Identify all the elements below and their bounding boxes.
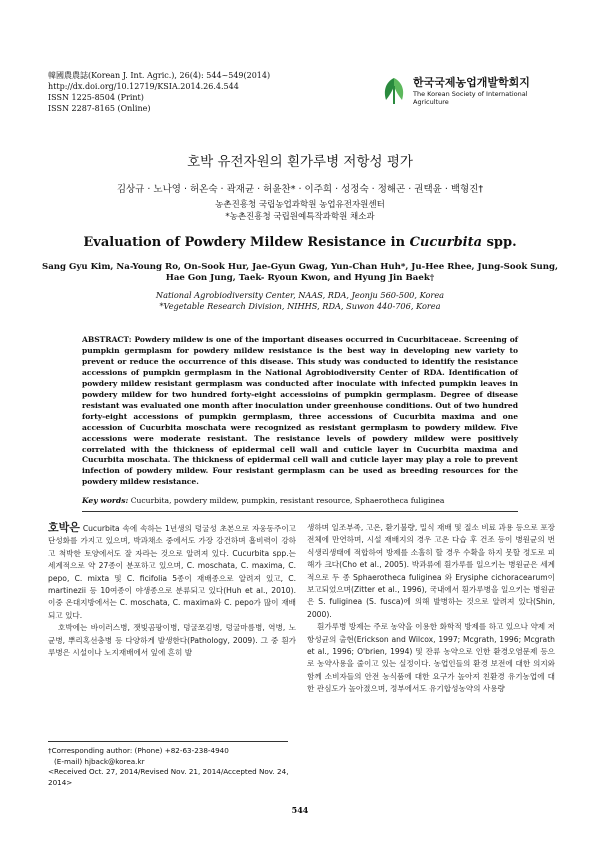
issn-online: ISSN 2287-8165 (Online): [48, 104, 151, 113]
english-authors-line2: Hae Gon Jung, Taek- Ryoun Kwon, and Hyung Jin Baek†: [165, 273, 435, 283]
society-logo-icon: [380, 76, 408, 106]
received-dates: <Received Oct. 27, 2014/Revised Nov. 21, 2014/Accepted Nov. 24, 2014>: [48, 767, 289, 787]
society-name-english-line2: Agriculture: [413, 98, 449, 106]
english-title-prefix: Evaluation of Powdery Mildew Resistance in: [83, 235, 410, 250]
issn-print: ISSN 1225-8504 (Print): [48, 93, 144, 102]
body-right-paragraph-2: 흰가루병 방제는 주로 농약을 이용한 화학적 방제를 하고 있으나 약제 저항성균의 출현(Erickson and Wilcox, 1997; Mcgrath, 1996; Mcgrath et al., 1996; O'brien, 1994) 및 잔류 농약으로 인한 환경오염문제 등으로 농약사용을 줄이고 있는 실정이다. 농업인들의 환경 보전에 대한 의지와 함께 소비자들의 안전 농식품에 대한 요구가 높아져 친환경 유기농업에 대한 관심도가 높아졌으며, 정부에서도 유기합성농약의 사용량: [307, 622, 555, 694]
korean-title: 호박 유전자원의 흰가루병 저항성 평가: [187, 154, 413, 170]
corresponding-author: †Corresponding author: (Phone) +82-63-238-4940: [48, 746, 229, 755]
abstract-label: ABSTRACT:: [82, 335, 132, 344]
english-affiliations: [0, 290, 600, 312]
korean-affiliation-1: 농촌진흥청 국립농업과학원 농업유전자원센터: [215, 200, 385, 210]
footnote-divider: [48, 741, 288, 742]
english-title-suffix: spp.: [482, 235, 517, 250]
keywords: [82, 496, 518, 506]
body-left-paragraph-2: 호박에는 바이러스병, 잿빛곰팡이병, 덩굴쪼김병, 덩굴마름병, 역병, 노균병, 뿌리혹선충병 등 다양하게 발생한다(Pathology, 2009). 그 중 흰가루병은 시설이나 노지재배에서 잎에 흔히 발: [48, 623, 296, 658]
english-title-genus: Cucurbita: [409, 235, 483, 250]
society-name-english-line1: The Korean Society of International: [413, 90, 528, 98]
journal-citation: 韓國農農誌(Korean J. Int. Agric.), 26(4): 544~549(2014): [48, 71, 271, 80]
abstract-divider: [82, 511, 518, 512]
abstract: [82, 335, 518, 488]
english-authors-line1: Sang Gyu Kim, Na-Young Ro, On-Sook Hur, Jae-Gyun Gwag, Yun-Chan Huh*, Ju-Hee Rhee, Jung-Sook Sung,: [41, 262, 559, 272]
korean-affiliations: [0, 199, 600, 223]
body-right-paragraph-1: 생하며 일조부족, 고온, 환기불량, 밀식 재배 및 질소 비료 과용 등으로 포장 전체에 만연하며, 시설 재배지의 경우 고온 다습 후 건조 등이 병원균의 번식생리생태에 적합하여 방제를 소홀히 할 경우 수확을 하지 못할 정도로 피해가 크다(Cho et al., 2005). 박과류에 흰가루를 일으키는 병원균은 세계적으로 두 종 Sphaerotheca fuliginea 와 Erysiphe cichoracearum이 보고되었으며(Zitter et al., 1996), 국내에서 흰가루병을 일으키는 병원균은 S. fuliginea (S. fusca)에 의해 발병하는 것으로 알려져 있다(Shin, 2000).: [307, 523, 555, 619]
english-affiliation-2: *Vegetable Research Division, NIHHS, RDA, Suwon 440-706, Korea: [159, 301, 441, 311]
body-lead-word: 호박은: [48, 521, 80, 534]
english-affiliation-1: National Agrobiodiversity Center, NAAS, RDA, Jeonju 560-500, Korea: [155, 290, 445, 300]
english-authors: [40, 262, 560, 284]
abstract-text: Powdery mildew is one of the important diseases occurred in Cucurbitaceae. Screening of pumpkin germplasm for powdery mildew resistance is the best way in developing new variety to prevent or reduce the occurrence of this disease. This study was conducted to identify the resistance accessions of pumpkin germplasm in the National Agrobiodiversity Center of RDA. Identification of powdery mildew resistant germplasm was conducted after inoculate with infected pumpkin leaves in powdery mildew for two hundred forty-eight accessioins of pumpkin germplasm. Degree of disease resistant was evaluated one month after inoculation under greenhouse conditions. Out of two hundred forty-eight accessions of pumpkin germplasm, three accessions of Cucurbita maxima and one accession of Cucurbita moschata were recognized as resistant germplasm to powdery mildew. Five accessions were moderate resistant. The resistance levels of powdery mildew were positively correlated with the thickness of epidermal cell wall and cuticle layer in Cucurbita maxima and Cucurbita moschata. The thickness of epidermal cell wall and cuticle layer may play a role to prevent infection of powdery mildew. Four resistant germplasm can be used as breeding resources for the powdery mildew resistance.: [82, 335, 518, 487]
society-name-korean: 한국국제농업개발학회지: [413, 76, 530, 89]
keywords-text: Cucurbita, powdery mildew, pumpkin, resistant resource, Sphaerotheca fuliginea: [128, 496, 445, 505]
journal-header: [48, 70, 270, 114]
body-right-column: [307, 522, 555, 696]
body-paragraph: [48, 522, 296, 622]
corresponding-email[interactable]: (E-mail) hjback@korea.kr: [54, 756, 145, 766]
body-left-paragraph-1: Cucurbita 속에 속하는 1년생의 덩굴성 초본으로 자웅동주이고 단성화를 가지고 있으며, 박과채소 중에서도 가장 강건하며 흡비력이 강하고 척박한 토양에서도 잘 자라는 것으로 알려져 있다. Cucurbita spp.는 세계적으로 약 27종이 분포하고 있으며, C. moschata, C. maxima, C. pepo, C. mixta 및 C. ficifolia 5종이 재배종으로 알려져 있고, C. martinezii 등 10여종이 야생종으로 분류되고 있다(Huh et al., 2010). 이중 온대지방에서는 C. moschata, C. maxima와 C. pepo가 많이 재배되고 있다.: [48, 524, 296, 620]
korean-authors: 김상규 · 노나영 · 허온숙 · 곽재균 · 허윤찬* · 이주희 · 성정숙 · 정해곤 · 권택윤 · 백형진†: [116, 184, 484, 195]
body-left-column: [48, 522, 296, 659]
keywords-label: Key words:: [82, 496, 129, 505]
page-number: 544: [291, 805, 309, 815]
footnote: [48, 746, 308, 788]
korean-affiliation-2: *농촌진흥청 국립원예특작과학원 채소과: [225, 212, 375, 222]
english-title: [0, 235, 600, 250]
society-name-english: [413, 90, 553, 106]
doi-link[interactable]: http://dx.doi.org/10.12719/KSIA.2014.26.4.544: [48, 82, 239, 91]
